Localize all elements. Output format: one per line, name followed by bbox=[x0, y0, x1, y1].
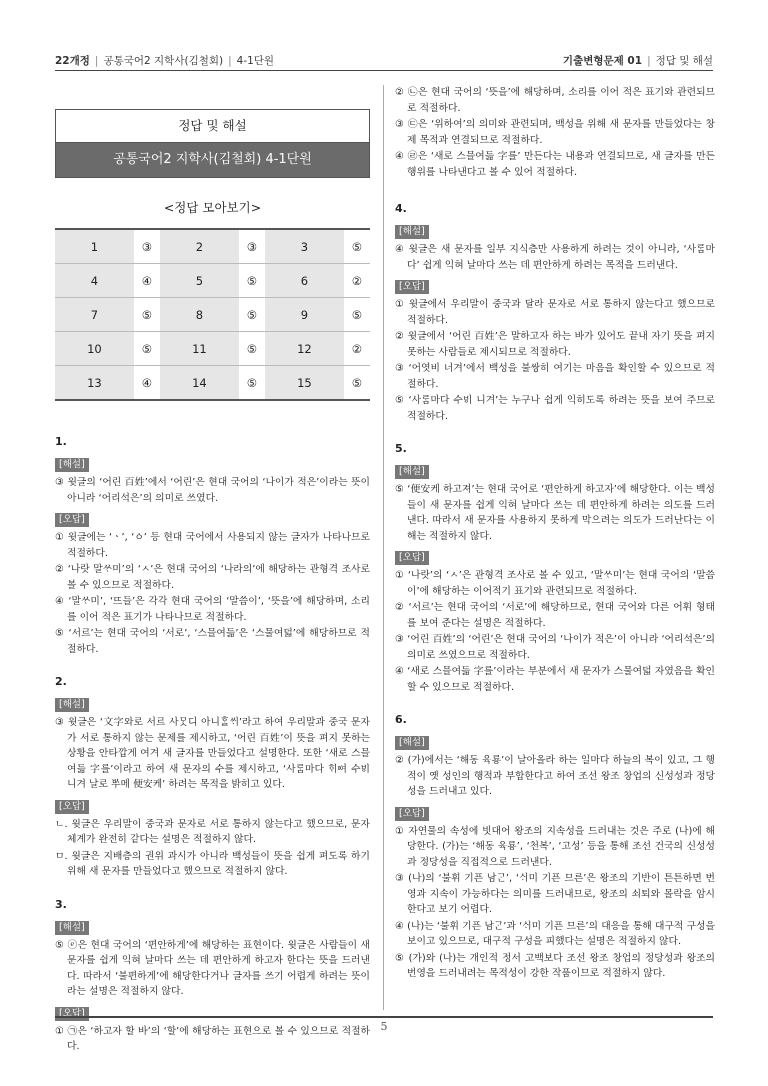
wrong-answer-tag: [오답] bbox=[395, 807, 429, 821]
answer-question-number: 14 bbox=[160, 366, 239, 401]
answer-question-number: 6 bbox=[265, 264, 344, 298]
question-number: 3. bbox=[55, 897, 67, 911]
answer-choice: ⑤ bbox=[239, 366, 265, 401]
answer-question-number: 7 bbox=[55, 298, 134, 332]
explanation-item: ① ㉠은 ‘하고자 할 바’의 ‘할’에 해당하는 표현으로 볼 수 있으므로 적절하다. bbox=[55, 1025, 370, 1052]
question-number: 1. bbox=[55, 435, 67, 448]
answer-choice: ③ bbox=[134, 229, 160, 264]
question-number: 2. bbox=[55, 675, 67, 688]
answer-question-number: 1 bbox=[55, 229, 134, 264]
right-explanations bbox=[395, 202, 715, 982]
answer-row bbox=[55, 298, 370, 332]
answer-choice: ⑤ bbox=[134, 298, 160, 332]
explanation-item: ② 윗글에서 ‘어린 百姓’은 말하고자 하는 바가 있어도 끝내 자기 뜻을 펴지 못하는 사람들로 제시되므로 적절하다. bbox=[395, 331, 715, 358]
header-section: 정답 및 해설 bbox=[655, 55, 713, 67]
explanation-item: ③ ㉢은 ‘위하여’의 의미와 관련되며, 백성을 위해 새 문자를 만들었다는 창제 목적과 연결되므로 적절하다. bbox=[395, 119, 715, 146]
page-header bbox=[55, 50, 713, 70]
title-box-subtitle: 공통국어2 지학사(김철회) 4-1단원 bbox=[56, 143, 369, 177]
explanation-item: ⑤ ⓔ은 현대 국어의 ‘편안하게’에 해당하는 표현이다. 윗글은 사람들이 새 문자를 쉽게 익혀 날마다 쓰는 데 편안하게 하고자 한다는 뜻을 드러낸다. 따라서 ‘불편하게’에 해당한다거나 글자를 쓰기 어렵게 하려는 뜻이라는 설명은 적절하지 않다. bbox=[55, 939, 370, 997]
answer-choice: ⑤ bbox=[134, 332, 160, 366]
explanation-item: ② ‘서르’는 현대 국어의 ‘서로’에 해당하므로, 현대 국어와 다른 어휘 형태를 보여 준다는 설명은 적절하다. bbox=[395, 602, 715, 629]
explanation-tag: [해설] bbox=[55, 921, 89, 935]
wrong-answer-tag: [오답] bbox=[55, 800, 89, 814]
header-exam-title: 기출변형문제 01 bbox=[562, 55, 643, 67]
answer-row bbox=[55, 332, 370, 366]
header-left: 22개정 | 공통국어2 지학사(김철회) | 4-1단원 bbox=[55, 55, 275, 67]
tag-wrapper bbox=[55, 507, 370, 530]
wrong-answer-tag: [오답] bbox=[395, 551, 429, 565]
explanation-item: ⑤ ‘便安케 하고져’는 현대 국어로 ‘편안하게 하고자’에 해당한다. 이는 백성들이 새 문자를 쉽게 익혀 날마다 쓰는 데 편안하게 하려는 의도를 드러낸다. 따라서 새 문자를 사용하지 못하게 막으려는 의도가 드러난다는 이해는 적절하지 않다. bbox=[395, 484, 715, 542]
answer-choice: ② bbox=[344, 264, 370, 298]
explanation-item: ③ ‘어린 百姓’의 ‘어린’은 현대 국어의 ‘나이가 적은’이 아니라 ‘어리석은’의 의미로 쓰였으므로 적절하다. bbox=[395, 634, 715, 661]
tag-wrapper bbox=[395, 730, 715, 753]
header-textbook: 공통국어2 지학사(김철회) bbox=[103, 55, 224, 67]
answer-choice: ⑤ bbox=[239, 264, 265, 298]
answer-table bbox=[55, 228, 370, 401]
column-divider bbox=[383, 85, 384, 1010]
explanation-item: ③ 윗글의 ‘어린 百姓’에서 ‘어린’은 현대 국어의 ‘나이가 적은’이라는 뜻이 아니라 ‘어리석은’의 의미로 쓰였다. bbox=[55, 477, 370, 504]
title-box-title: 정답 및 해설 bbox=[56, 110, 369, 143]
header-curriculum: 22개정 bbox=[55, 55, 90, 67]
answer-question-number: 4 bbox=[55, 264, 134, 298]
explanation-tag: [해설] bbox=[395, 465, 429, 479]
answer-question-number: 15 bbox=[265, 366, 344, 401]
answer-row bbox=[55, 264, 370, 298]
right-continued-items bbox=[395, 85, 715, 180]
question-number: 5. bbox=[395, 442, 407, 455]
explanation-item: ④ ㉣은 ‘새로 스믈여듧 字를’ 만든다는 내용과 연결되므로, 새 글자를 만든 행위를 나타낸다고 볼 수 있어 적절하다. bbox=[395, 151, 715, 178]
explanation-item: ③ 윗글은 ‘文字와로 서르 사ᄆᆞᆺ디 아니ᄒᆞᆯᄊᆡ’라고 하여 우리말과 중국 문자가 서로 통하지 않는 문제를 제시하고, ‘어린 百姓’이 뜻을 펴지 못하는 상황을 안타깝게 여겨 새 글자를 만들었다고 설명한다. 또한 ‘새로 스믈여듧 字를’이라고 하여 새 문자의 수를 제시하고, ‘사ᄅᆞᆷ마다 ᄒᆡᅇᅧ 수ᄫᅵ 니겨 날로 ᄡᅮ메 便安케’ 하려는 목적을 밝히고 있다. bbox=[55, 717, 370, 790]
explanation-item: ⑤ ‘서르’는 현대 국어의 ‘서로’, ‘스믈여듧’은 ‘스물여덟’에 해당하므로 적절하다. bbox=[55, 628, 370, 655]
tag-wrapper bbox=[395, 459, 715, 482]
answer-question-number: 3 bbox=[265, 229, 344, 264]
header-rule bbox=[55, 70, 713, 71]
page-number: 5 bbox=[380, 1020, 388, 1033]
answer-question-number: 12 bbox=[265, 332, 344, 366]
explanation-item: ⑤ ‘사ᄅᆞᆷ마다 수ᄫᅵ 니겨’는 누구나 쉽게 익히도록 하려는 뜻을 보여 주므로 적절하다. bbox=[395, 395, 715, 422]
answer-row bbox=[55, 366, 370, 401]
explanation-item: ④ (나)는 ‘불휘 기픈 남ᄀᆞᆫ’과 ‘ᄉᆡ미 기픈 므른’의 대응을 통해 대구적 구성을 보이고 있으므로, 대구적 구성을 피했다는 설명은 적절하지 않다. bbox=[395, 920, 715, 947]
explanation-item: ① 윗글에서 우리말이 중국과 달라 문자로 서로 통하지 않는다고 했으므로 적절하다. bbox=[395, 299, 715, 326]
answer-choice: ③ bbox=[239, 229, 265, 264]
explanation-item: ① 윗글에는 ‘ㆍ’, ‘ㆁ’ 등 현대 국어에서 사용되지 않는 글자가 나타나므로 적절하다. bbox=[55, 532, 370, 559]
answer-question-number: 13 bbox=[55, 366, 134, 401]
header-unit: 4-1단원 bbox=[236, 55, 275, 67]
wrong-answer-tag: [오답] bbox=[395, 280, 429, 294]
answer-choice: ② bbox=[344, 332, 370, 366]
tag-wrapper bbox=[55, 692, 370, 715]
explanation-item: ① 자연물의 속성에 빗대어 왕조의 지속성을 드러내는 것은 주로 (나)에 해당한다. (가)는 ‘해동 육룡’, ‘천복’, ‘고성’ 등을 통해 조선 건국의 신성성과 정당성을 직접적으로 드러낸다. bbox=[395, 825, 715, 868]
answer-question-number: 2 bbox=[160, 229, 239, 264]
answer-question-number: 9 bbox=[265, 298, 344, 332]
answer-choice: ④ bbox=[134, 366, 160, 401]
wrong-answer-tag: [오답] bbox=[55, 1007, 89, 1021]
answer-row bbox=[55, 229, 370, 264]
explanation-item: ① ‘나랏’의 ‘ㅅ’은 관형격 조사로 볼 수 있고, ‘말ᄊᆞ미’는 현대 국어의 ‘말씀이’에 해당하는 이어적기 표기와 관련되므로 적절하다. bbox=[395, 570, 715, 597]
left-column bbox=[55, 85, 370, 1056]
wrong-answer-tag: [오답] bbox=[55, 513, 89, 527]
explanation-item: ㄴ. 윗글은 우리말이 중국과 문자로 서로 통하지 않는다고 했으므로, 문자 체계가 완전히 같다는 설명은 적절하지 않다. bbox=[55, 818, 370, 845]
explanation-item: ② (가)에서는 ‘해동 육룡’이 날아올라 하는 일마다 하늘의 복이 있고, 그 행적이 옛 성인의 행적과 부합한다고 하여 조선 왕조 창업의 신성성과 정당성을 드러내고 있다. bbox=[395, 755, 715, 797]
footer-rule bbox=[55, 1016, 713, 1018]
header-right: 기출변형문제 01 | 정답 및 해설 bbox=[562, 55, 713, 67]
explanation-item: ④ 윗글은 새 문자를 일부 지식층만 사용하게 하려는 것이 아니라, ‘사ᄅᆞᆷ마다’ 쉽게 익혀 날마다 쓰는 데 편안하게 하려는 목적을 드러낸다. bbox=[395, 244, 715, 271]
explanation-item: ② ‘나랏 말ᄊᆞ미’의 ‘ㅅ’은 현대 국어의 ‘나라의’에 해당하는 관형격 조사로 볼 수 있으므로 적절하다. bbox=[55, 564, 370, 591]
explanation-tag: [해설] bbox=[55, 458, 89, 472]
answer-summary-title: <정답 모아보기> bbox=[163, 200, 262, 215]
answer-choice: ⑤ bbox=[239, 298, 265, 332]
answer-question-number: 11 bbox=[160, 332, 239, 366]
answer-choice: ⑤ bbox=[239, 332, 265, 366]
answer-choice: ⑤ bbox=[344, 298, 370, 332]
question-number: 6. bbox=[395, 713, 407, 726]
tag-wrapper bbox=[55, 915, 370, 938]
tag-wrapper bbox=[395, 801, 715, 824]
tag-wrapper bbox=[395, 545, 715, 568]
explanation-item: ③ ‘어엿비 너겨’에서 백성을 불쌍히 여기는 마음을 확인할 수 있으므로 적절하다. bbox=[395, 363, 715, 390]
tag-wrapper bbox=[395, 274, 715, 297]
explanation-item: ② ㉡은 현대 국어의 ‘뜻을’에 해당하며, 소리를 이어 적은 표기와 관련되므로 적절하다. bbox=[395, 87, 715, 114]
explanation-item: ③ (나)의 ‘불휘 기픈 남ᄀᆞᆫ’, ‘ᄉᆡ미 기픈 므른’은 왕조의 기반이 튼튼하면 번영과 지속이 가능하다는 의미를 드러내므로, 왕조의 쇠퇴와 몰락을 암시한다고 보기 어렵다. bbox=[395, 873, 715, 915]
answer-question-number: 10 bbox=[55, 332, 134, 366]
answer-question-number: 8 bbox=[160, 298, 239, 332]
explanation-item: ㅁ. 윗글은 지배층의 권위 과시가 아니라 백성들이 뜻을 쉽게 펴도록 하기 위해 새 문자를 만들었다고 했으므로 적절하지 않다. bbox=[55, 850, 370, 877]
answer-choice: ⑤ bbox=[344, 229, 370, 264]
tag-wrapper bbox=[55, 452, 370, 475]
explanation-item: ④ ‘새로 스믈여듧 字를’이라는 부분에서 새 문자가 스물여덟 자였음을 확인할 수 있으므로 적절하다. bbox=[395, 666, 715, 693]
answer-choice: ⑤ bbox=[344, 366, 370, 401]
tag-wrapper bbox=[395, 219, 715, 242]
tag-wrapper bbox=[55, 794, 370, 817]
explanation-item: ④ ‘말ᄊᆞ미’, ‘뜨들’은 각각 현대 국어의 ‘말씀이’, ‘뜻을’에 해당하며, 소리를 이어 적은 표기가 나타나므로 적절하다. bbox=[55, 596, 370, 623]
explanation-item: ⑤ (가)와 (나)는 개인적 정서 고백보다 조선 왕조 창업의 정당성과 왕조의 번영을 드러내려는 목적성이 강한 작품이므로 적절하지 않다. bbox=[395, 952, 715, 979]
title-box bbox=[55, 109, 370, 178]
answer-question-number: 5 bbox=[160, 264, 239, 298]
explanation-tag: [해설] bbox=[55, 698, 89, 712]
question-number: 4. bbox=[395, 202, 407, 215]
answer-choice: ④ bbox=[134, 264, 160, 298]
right-column bbox=[395, 85, 715, 983]
explanation-tag: [해설] bbox=[395, 225, 429, 239]
left-explanations bbox=[55, 435, 370, 1055]
explanation-tag: [해설] bbox=[395, 736, 429, 750]
